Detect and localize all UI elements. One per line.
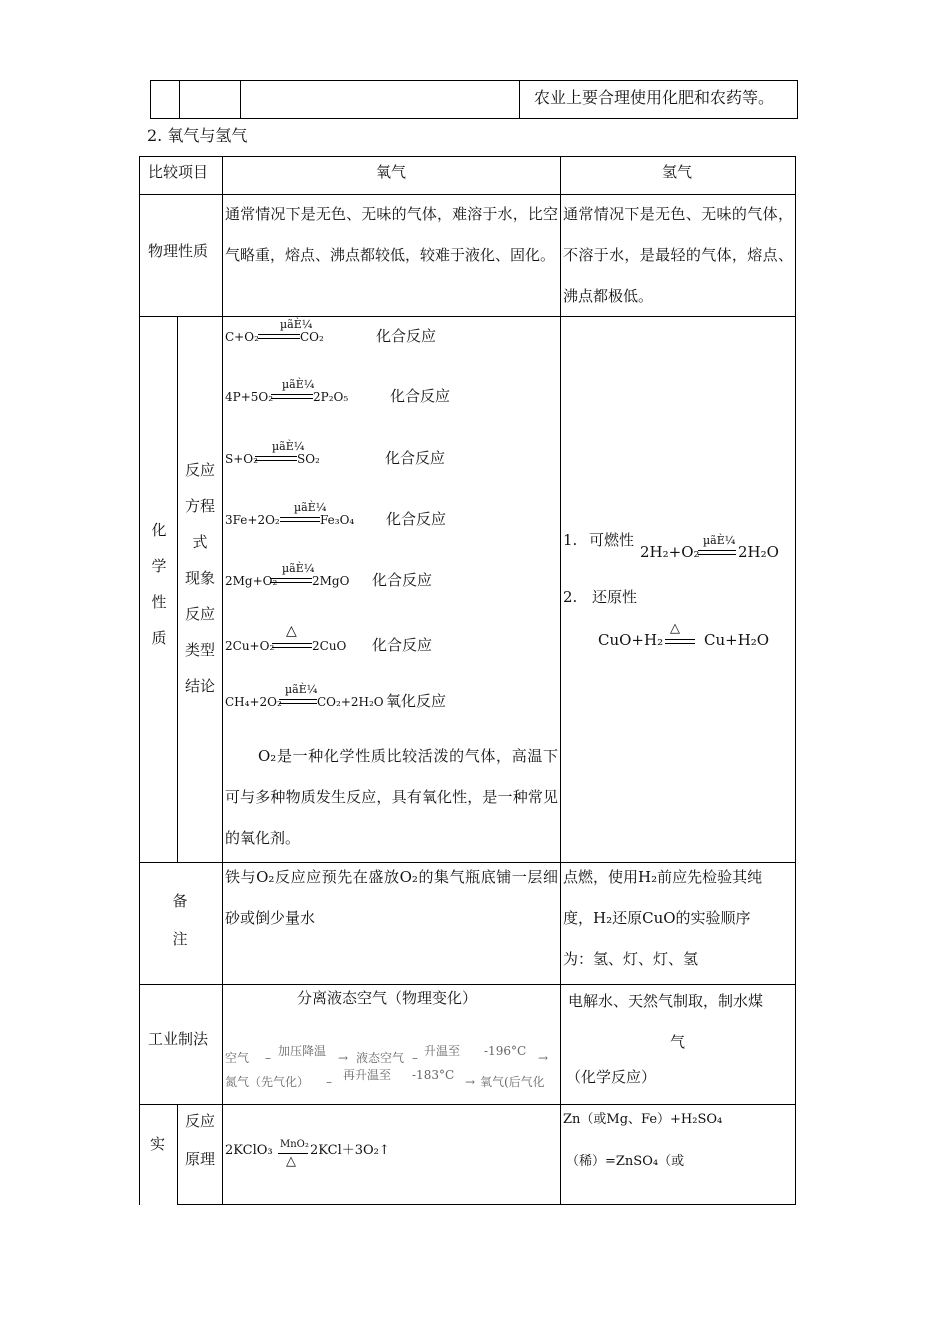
reaction-rhs: 2P₂O₅ [313, 390, 349, 404]
physical-oxygen: 通常情况下是无色、无味的气体，难溶于水，比空气略重，熔点、沸点都较低，较难于液化、固化。 [225, 205, 558, 264]
condition-text: µãÈ¼ [294, 501, 327, 514]
reaction-type: 化合反应 [376, 327, 437, 345]
equals-sign [665, 639, 695, 644]
reaction-type: 化合反应 [390, 387, 451, 405]
header-hydrogen: 氢气 [662, 163, 693, 181]
notes-label: 备 注 [172, 892, 188, 948]
reaction-lhs: 2Mg+O₂ [225, 574, 278, 588]
section-title: 2. 氧气与氢气 [147, 126, 248, 145]
equals-sign [270, 578, 312, 583]
lab-label: 实 [150, 1135, 166, 1153]
condition-text: µãÈ¼ [280, 318, 313, 331]
heat-symbol: △ [286, 623, 297, 639]
equation-rhs: 2KCl＋3O₂↑ [310, 1143, 390, 1158]
top-row-text: 农业上要合理使用化肥和农药等。 [534, 88, 775, 107]
reaction-type: 化合反应 [385, 449, 446, 467]
equation-lhs: CuO+H₂ [598, 631, 664, 649]
equals-sign [255, 456, 297, 461]
reaction-type: 氧化反应 [386, 692, 447, 710]
chemical-sublabel: 反应 方程 式 现象 反应 类型 结论 [184, 461, 215, 695]
arrow-icon: → [465, 1075, 476, 1089]
industrial-label: 工业制法 [148, 1030, 209, 1048]
equals-sign [272, 643, 312, 648]
equals-sign [271, 394, 313, 399]
equals-sign [258, 334, 300, 339]
reaction-lhs: 3Fe+2O₂ [225, 513, 280, 527]
item-label: 还原性 [592, 588, 638, 606]
equation-lhs: 2KClO₃ [225, 1143, 273, 1158]
reaction-lhs: CH₄+2O₂ [225, 695, 282, 709]
arrow-icon: – [412, 1051, 418, 1065]
physical-label: 物理性质 [148, 242, 209, 260]
header-item: 比较项目 [148, 163, 209, 181]
arrow-icon: – [265, 1051, 271, 1065]
chemical-label: 化 学 性 质 [151, 521, 167, 647]
condition-text: µãÈ¼ [703, 534, 736, 547]
lab-sublabel: 反应 原理 [184, 1112, 215, 1168]
reaction-rhs: CO₂+2H₂O [317, 695, 384, 709]
header-oxygen: 氧气 [376, 163, 407, 181]
arrow-icon: → [338, 1051, 349, 1065]
reaction-lhs: 2Cu+O₂ [225, 639, 275, 653]
physical-hydrogen: 通常情况下是无色、无味的气体，不溶于水，是最轻的气体，熔点、沸点都极低。 [563, 205, 793, 305]
item-number: 2. [563, 588, 578, 606]
equation-lhs: 2H₂+O₂ [640, 543, 700, 561]
arrow-icon: – [326, 1075, 332, 1089]
item-label: 可燃性 [589, 531, 635, 549]
condition-text: µãÈ¼ [272, 440, 305, 453]
reaction-rhs: 2CuO [312, 639, 347, 653]
reaction-lhs: S+O₂ [225, 452, 258, 466]
equation-rhs: 2H₂O [738, 543, 779, 561]
condition-text: µãÈ¼ [282, 562, 315, 575]
heat-symbol: △ [286, 1154, 296, 1169]
reaction-type: 化合反应 [372, 636, 433, 654]
equals-sign [279, 699, 317, 704]
arrow-icon: → [538, 1051, 549, 1065]
industrial-oxygen-title: 分离液态空气（物理变化） [297, 989, 478, 1007]
reaction-rhs: SO₂ [297, 452, 320, 466]
notes-oxygen: 铁与O₂反应应预先在盛放O₂的集气瓶底铺一层细砂或倒少量水 [225, 868, 558, 927]
reaction-lhs: 4P+5O₂ [225, 390, 274, 404]
reaction-type: 化合反应 [372, 571, 433, 589]
item-number: 1. [563, 531, 578, 549]
chemical-conclusion: O₂是一种化学性质比较活泼的气体，高温下可与多种物质发生反应，具有氧化性，是一种常见的氧化剂。 [225, 747, 558, 847]
reaction-rhs: Fe₃O₄ [320, 513, 355, 527]
condition-text: µãÈ¼ [282, 378, 315, 391]
equals-sign [698, 550, 736, 555]
condition-text: µãÈ¼ [285, 683, 318, 696]
reaction-type: 化合反应 [386, 510, 447, 528]
reaction-rhs: 2MgO [312, 574, 350, 588]
equals-sign [280, 517, 320, 522]
reaction-lhs: C+O₂ [225, 330, 259, 344]
catalyst-text: MnO₂ [280, 1139, 309, 1150]
equation-rhs: Cu+H₂O [704, 631, 770, 649]
heat-symbol: △ [670, 621, 680, 636]
reaction-rhs: CO₂ [300, 330, 324, 344]
